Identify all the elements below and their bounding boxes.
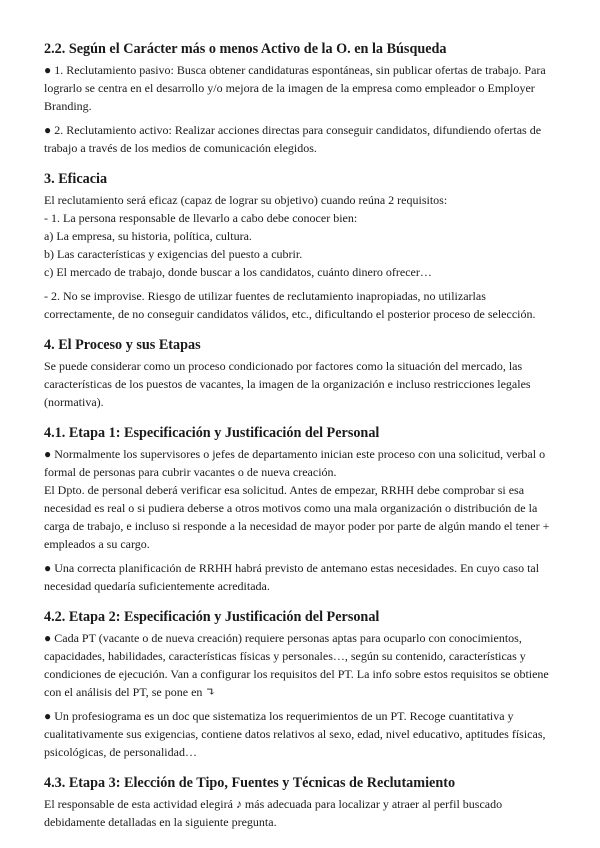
list-item-c: c) El mercado de trabajo, donde buscar a los candidatos, cuánto dinero ofrecer… bbox=[44, 265, 432, 279]
paragraph-passive-recruitment: ● 1. Reclutamiento pasivo: Busca obtener candidaturas espontáneas, sin publicar ofertas de trabajo. Para lograrlo se centra en el desarrollo y/o mejora de la imagen de la empresa como empleador o Employer Branding. bbox=[44, 63, 546, 113]
paragraph-stage1-request: ● Normalmente los supervisores o jefes de departamento inician este proceso con una solicitud, verbal o formal de personas para cubrir vacantes o de nueva creación. bbox=[44, 447, 546, 479]
paragraph-stage1-planning: ● Una correcta planificación de RRHH habrá previsto de antemano estas necesidades. En cuyo caso tal necesidad quedaría suficientemente acreditada. bbox=[44, 561, 540, 593]
paragraph-process-intro: Se puede considerar como un proceso condicionado por factores como la situación del mercado, las características de los puestos de vacantes, la imagen de la organización e incluso restricciones legales (normativa). bbox=[44, 359, 531, 409]
section-heading-4-2: 4.2. Etapa 2: Especificación y Justificación del Personal bbox=[44, 609, 380, 625]
section-heading-3: 3. Eficacia bbox=[44, 171, 108, 187]
paragraph-stage3-intro: El responsable de esta actividad elegirá ♪ más adecuada para localizar y atraer al perfil buscado debidamente detalladas en la siguiente pregunta. bbox=[44, 797, 503, 829]
paragraph-stage2-profesiograma: ● Un profesiograma es un doc que sistematiza los requerimientos de un PT. Recoge cuantitativa y cualitativamente sus exigencias, contiene datos relativos al sexo, edad, nivel educativo, aptitudes físicas, psicológicas, de personalidad… bbox=[44, 709, 546, 759]
paragraph-efficacy-intro: El reclutamiento será eficaz (capaz de lograr su objetivo) cuando reúna 2 requisitos: bbox=[44, 193, 448, 207]
paragraph-stage2-requirements: ● Cada PT (vacante o de nueva creación) requiere personas aptas para ocuparlo con conocimientos, capacidades, habilidades, características físicas y personales…, según su contenido, características y condiciones de ejecución. Van a configurar los requisitos del PT. La info sobre estos requisitos se obtiene con el análisis del PT, se pone en ↴ bbox=[44, 631, 549, 699]
paragraph-requirement-1: - 1. La persona responsable de llevarlo a cabo debe conocer bien: bbox=[44, 211, 358, 225]
section-heading-4-1: 4.1. Etapa 1: Especificación y Justificación del Personal bbox=[44, 425, 380, 441]
section-heading-4: 4. El Proceso y sus Etapas bbox=[44, 337, 201, 353]
list-item-a: a) La empresa, su historia, política, cultura. bbox=[44, 229, 252, 243]
paragraph-active-recruitment: ● 2. Reclutamiento activo: Realizar acciones directas para conseguir candidatos, difundiendo ofertas de trabajo a través de los medios de comunicación elegidos. bbox=[44, 123, 542, 155]
section-heading-2-2: 2.2. Según el Carácter más o menos Activo de la O. en la Búsqueda bbox=[44, 41, 447, 57]
paragraph-requirement-2: - 2. No se improvise. Riesgo de utilizar fuentes de reclutamiento inapropiadas, no utilizarlas correctamente, de no conseguir candidatos válidos, etc., dificultando el posterior proceso de selección. bbox=[44, 289, 536, 321]
list-item-b: b) Las características y exigencias del puesto a cubrir. bbox=[44, 247, 303, 261]
paragraph-stage1-verification: El Dpto. de personal deberá verificar esa solicitud. Antes de empezar, RRHH debe comprobar si esa necesidad es real o si pudiera deberse a otros motivos como una mala organización o distribución de la carga de trabajo, e incluso si responde a la necesidad de mayor poder por parte de algún mando el tener + empleados a su cargo. bbox=[44, 483, 550, 551]
section-heading-4-3: 4.3. Etapa 3: Elección de Tipo, Fuentes y Técnicas de Reclutamiento bbox=[44, 775, 456, 791]
